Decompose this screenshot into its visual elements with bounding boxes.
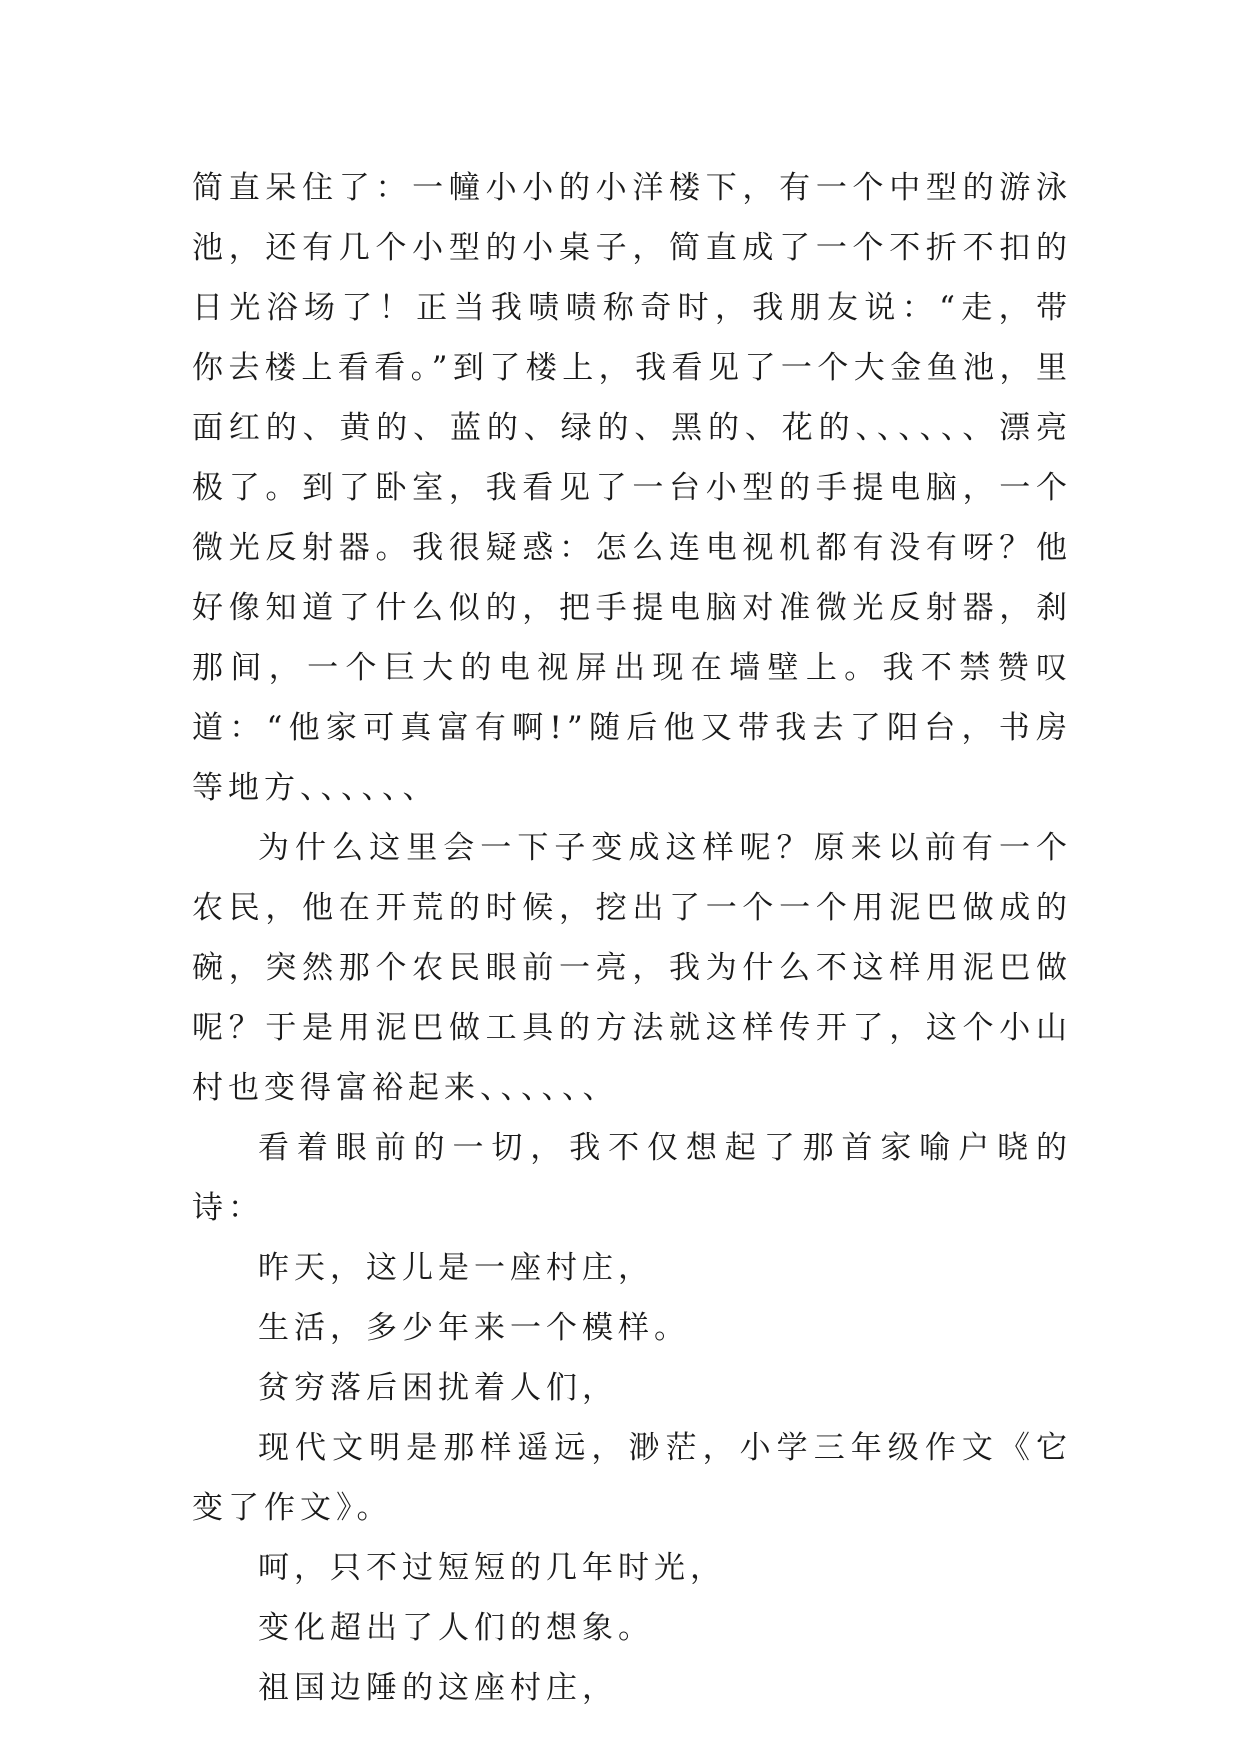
poem-line: 祖国边陲的这座村庄， — [258, 1670, 618, 1706]
paragraph: 简直呆住了：一幢小小的小洋楼下，有一个中型的游泳池，还有几个小型的小桌子，简直成了一个不折不扣的日光浴场了！正当我啧啧称奇时，我朋友说：“走，带你去楼上看看。”到了楼上，我看见了一个大金鱼池，里面红的、黄的、蓝的、绿的、黑的、花的、、、、、、漂亮极了。到了卧室，我看见了一台小型的手提电脑，一个微光反射器。我很疑惑：怎么连电视机都有没有呀？他好像知道了什么似的，把手提电脑对准微光反射器，刹那间，一个巨大的电视屏出现在墙壁上。我不禁赞叹道：“他家可真富有啊!”随后他又带我去了阳台，书房等地方、、、、、、 — [192, 170, 1072, 806]
document-body — [192, 158, 1072, 1718]
poem-line: 生活，多少年来一个模样。 — [258, 1310, 690, 1346]
poem-line: 呵，只不过短短的几年时光， — [258, 1550, 726, 1586]
poem-line: 现代文明是那样遥远，渺茫，小学三年级作文《它变了作文》。 — [192, 1430, 1072, 1526]
poem-intro: 看着眼前的一切，我不仅想起了那首家喻户晓的诗： — [192, 1130, 1072, 1226]
poem-line: 变化超出了人们的想象。 — [258, 1610, 654, 1646]
poem-line: 昨天，这儿是一座村庄， — [258, 1250, 654, 1286]
paragraph: 为什么这里会一下子变成这样呢？原来以前有一个农民，他在开荒的时候，挖出了一个一个用泥巴做成的碗，突然那个农民眼前一亮，我为什么不这样用泥巴做呢？于是用泥巴做工具的方法就这样传开了，这个小山村也变得富裕起来、、、、、、 — [192, 830, 1072, 1106]
poem-line: 贫穷落后困扰着人们， — [258, 1370, 618, 1406]
